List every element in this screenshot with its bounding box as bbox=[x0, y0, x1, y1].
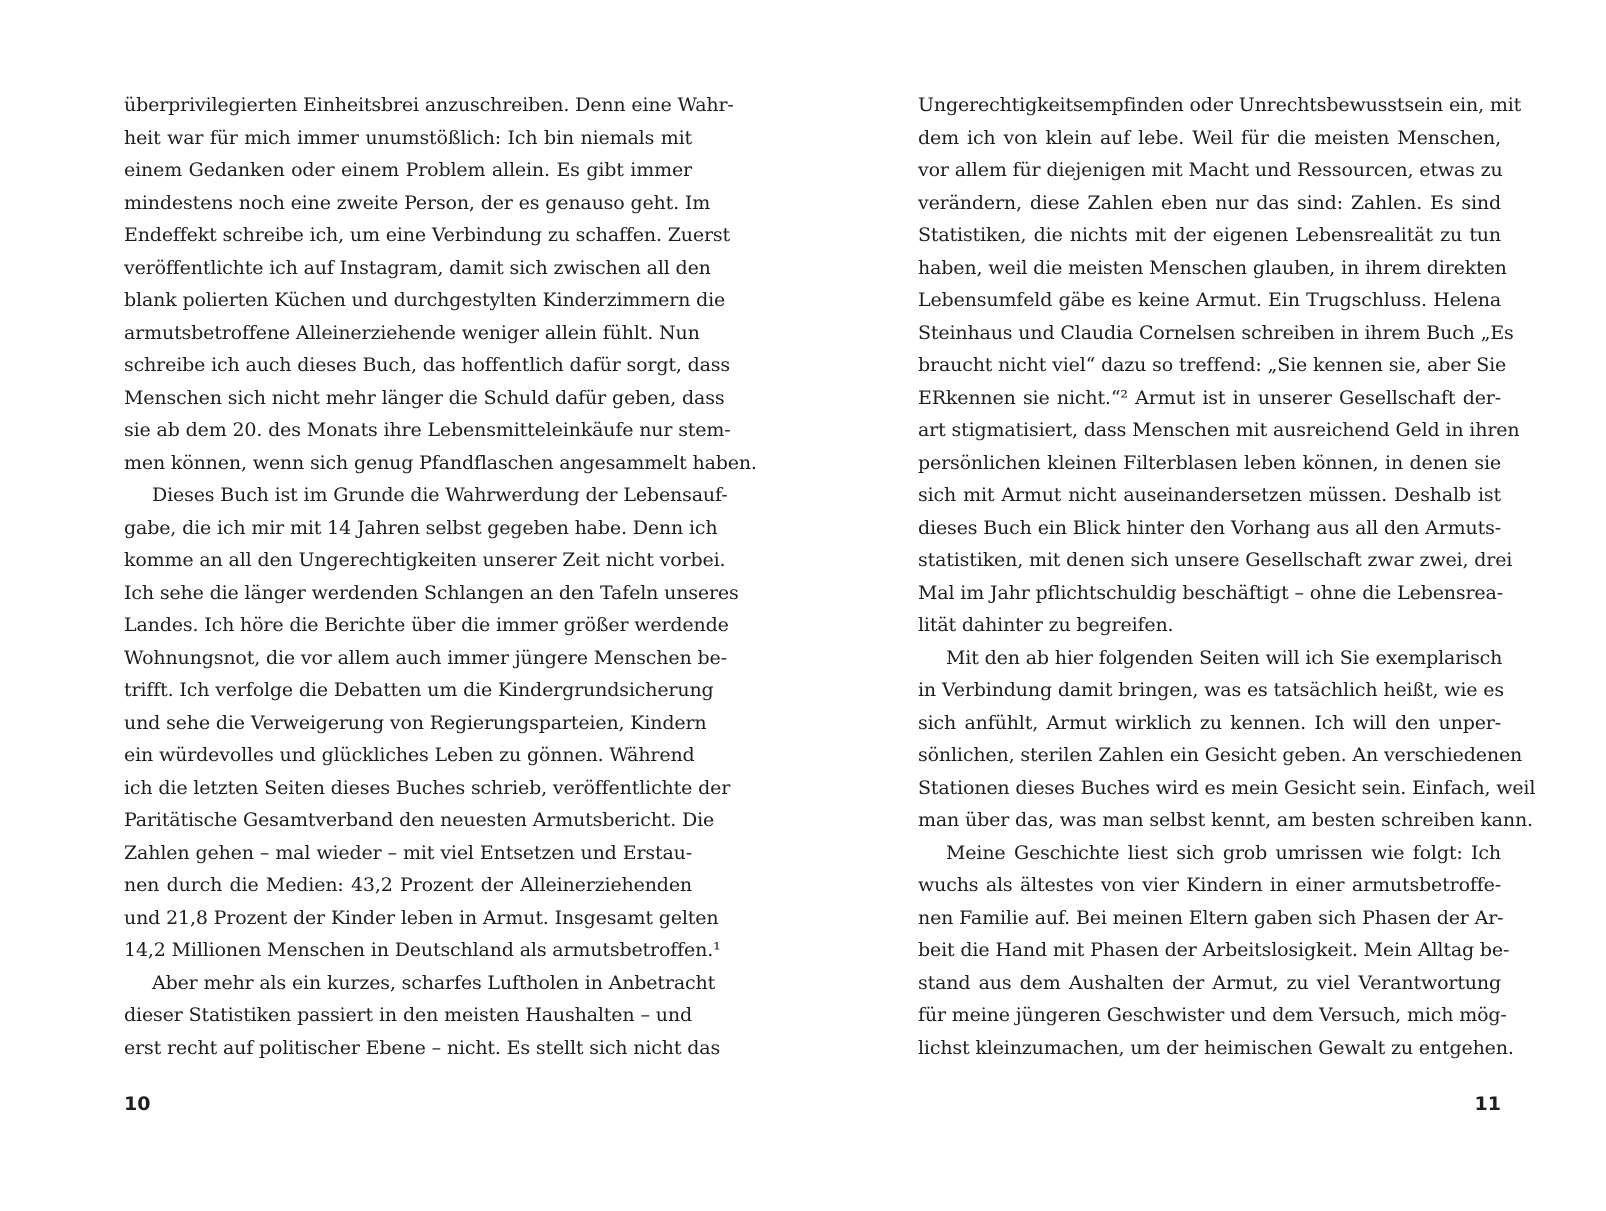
right-page-body-text bbox=[918, 89, 1536, 1064]
text-line: statistiken, mit denen sich unsere Gesellschaft zwar zwei, drei bbox=[918, 549, 1513, 571]
text-line: Zahlen gehen – mal wieder – mit viel Entsetzen und Erstau- bbox=[124, 841, 692, 864]
left-page-body-text bbox=[124, 89, 757, 1064]
text-line: ERkennen sie nicht.“² Armut ist in unserer Gesellschaft der- bbox=[918, 386, 1501, 409]
text-line: und sehe die Verweigerung von Regierungsparteien, Kindern bbox=[124, 711, 707, 734]
text-line: Meine Geschichte liest sich grob umrissen wie folgt: Ich bbox=[946, 841, 1501, 864]
text-line: dieser Statistiken passiert in den meisten Haushalten – und bbox=[124, 1004, 692, 1026]
text-line: Endeffekt schreibe ich, um eine Verbindung zu schaffen. Zuerst bbox=[124, 224, 730, 246]
text-line: gabe, die ich mir mit 14 Jahren selbst gegeben habe. Denn ich bbox=[124, 516, 718, 539]
text-line: komme an all den Ungerechtigkeiten unserer Zeit nicht vorbei. bbox=[124, 549, 726, 571]
text-line: veröffentlichte ich auf Instagram, damit sich zwischen all den bbox=[124, 256, 711, 279]
text-line: Menschen sich nicht mehr länger die Schuld dafür geben, dass bbox=[124, 386, 725, 409]
text-line: erst recht auf politischer Ebene – nicht. Es stellt sich nicht das bbox=[124, 1036, 721, 1059]
text-line: men können, wenn sich genug Pfandflaschen angesammelt haben. bbox=[124, 451, 757, 474]
text-line: 14,2 Millionen Menschen in Deutschland als armutsbetroffen.¹ bbox=[124, 939, 721, 961]
text-line: Statistiken, die nichts mit der eigenen Lebensrealität zu tun bbox=[918, 224, 1501, 246]
text-line: Aber mehr als ein kurzes, scharfes Luftholen in Anbetracht bbox=[152, 971, 716, 994]
text-line: einem Gedanken oder einem Problem allein. Es gibt immer bbox=[124, 159, 692, 181]
text-line: mindestens noch eine zweite Person, der es genauso geht. Im bbox=[124, 191, 711, 214]
text-line: trifft. Ich verfolge die Debatten um die Kindergrundsicherung bbox=[124, 679, 714, 701]
text-line: lität dahinter zu begreifen. bbox=[918, 614, 1174, 636]
text-line: Ich sehe die länger werdenden Schlangen an den Tafeln unseres bbox=[124, 581, 739, 604]
text-line: ein würdevolles und glückliches Leben zu gönnen. Während bbox=[124, 744, 695, 766]
text-line: nen durch die Medien: 43,2 Prozent der Alleinerziehenden bbox=[124, 874, 692, 896]
text-line: Dieses Buch ist im Grunde die Wahrwerdung der Lebensauf- bbox=[152, 484, 728, 506]
text-line: sich anfühlt, Armut wirklich zu kennen. Ich will den unper- bbox=[918, 711, 1501, 734]
text-line: schreibe ich auch dieses Buch, das hoffentlich dafür sorgt, dass bbox=[124, 354, 731, 376]
right-page bbox=[803, 0, 1606, 1211]
text-line: für meine jüngeren Geschwister und dem Versuch, mich mög- bbox=[918, 1004, 1507, 1026]
left-page-number: 10 bbox=[124, 1093, 151, 1115]
text-line: art stigmatisiert, dass Menschen mit ausreichend Geld in ihren bbox=[918, 419, 1520, 441]
text-line: Ungerechtigkeitsempfinden oder Unrechtsbewusstsein ein, mit bbox=[918, 94, 1522, 116]
text-line: vor allem für diejenigen mit Macht und Ressourcen, etwas zu bbox=[918, 159, 1503, 181]
text-line: verändern, diese Zahlen eben nur das sind: Zahlen. Es sind bbox=[918, 191, 1501, 214]
text-line: ich die letzten Seiten dieses Buches schrieb, veröffentlichte der bbox=[124, 776, 731, 799]
right-page-number: 11 bbox=[1474, 1093, 1501, 1115]
text-line: Paritätische Gesamtverband den neuesten Armutsbericht. Die bbox=[124, 809, 715, 831]
text-line: dieses Buch ein Blick hinter den Vorhang aus all den Armuts- bbox=[918, 516, 1501, 539]
text-line: Stationen dieses Buches wird es mein Gesicht sein. Einfach, weil bbox=[918, 776, 1536, 799]
text-line: in Verbindung damit bringen, was es tatsächlich heißt, wie es bbox=[918, 679, 1504, 701]
text-line: blank polierten Küchen und durchgestylten Kinderzimmern die bbox=[124, 289, 726, 311]
text-line: überprivilegierten Einheitsbrei anzuschreiben. Denn eine Wahr- bbox=[124, 94, 734, 116]
text-line: beit die Hand mit Phasen der Arbeitslosigkeit. Mein Alltag be- bbox=[918, 939, 1510, 961]
text-line: nen Familie auf. Bei meinen Eltern gaben sich Phasen der Ar- bbox=[918, 906, 1504, 929]
text-line: sie ab dem 20. des Monats ihre Lebensmitteleinkäufe nur stem- bbox=[124, 419, 731, 441]
text-line: heit war für mich immer unumstößlich: Ich bin niemals mit bbox=[124, 126, 692, 149]
text-line: persönlichen kleinen Filterblasen leben können, in denen sie bbox=[918, 451, 1501, 474]
text-line: haben, weil die meisten Menschen glauben, in ihrem direkten bbox=[918, 256, 1507, 279]
text-line: armutsbetroffene Alleinerziehende weniger allein fühlt. Nun bbox=[124, 321, 700, 344]
text-line: dem ich von klein auf lebe. Weil für die meisten Menschen, bbox=[918, 126, 1501, 149]
text-line: Wohnungsnot, die vor allem auch immer jüngere Menschen be- bbox=[124, 646, 727, 669]
text-line: Lebensumfeld gäbe es keine Armut. Ein Trugschluss. Helena bbox=[918, 289, 1501, 311]
text-line: Landes. Ich höre die Berichte über die immer größer werdende bbox=[124, 614, 729, 636]
text-line: sönlichen, sterilen Zahlen ein Gesicht geben. An verschiedenen bbox=[918, 744, 1523, 766]
text-line: Mal im Jahr pflichtschuldig beschäftigt – ohne die Lebensrea- bbox=[918, 581, 1503, 604]
text-line: lichst kleinzumachen, um der heimischen Gewalt zu entgehen. bbox=[918, 1036, 1514, 1059]
text-line: und 21,8 Prozent der Kinder leben in Armut. Insgesamt gelten bbox=[124, 906, 719, 929]
text-line: sich mit Armut nicht auseinandersetzen müssen. Deshalb ist bbox=[918, 484, 1501, 506]
text-line: braucht nicht viel“ dazu so treffend: „Sie kennen sie, aber Sie bbox=[918, 354, 1507, 376]
text-line: Steinhaus und Claudia Cornelsen schreiben in ihrem Buch „Es bbox=[918, 321, 1514, 344]
text-line: stand aus dem Aushalten der Armut, zu viel Verantwortung bbox=[918, 971, 1501, 994]
text-line: wuchs als ältestes von vier Kindern in einer armutsbetroffe- bbox=[918, 874, 1501, 896]
text-line: man über das, was man selbst kennt, am besten schreiben kann. bbox=[918, 809, 1533, 831]
text-line: Mit den ab hier folgenden Seiten will ich Sie exemplarisch bbox=[946, 646, 1503, 669]
